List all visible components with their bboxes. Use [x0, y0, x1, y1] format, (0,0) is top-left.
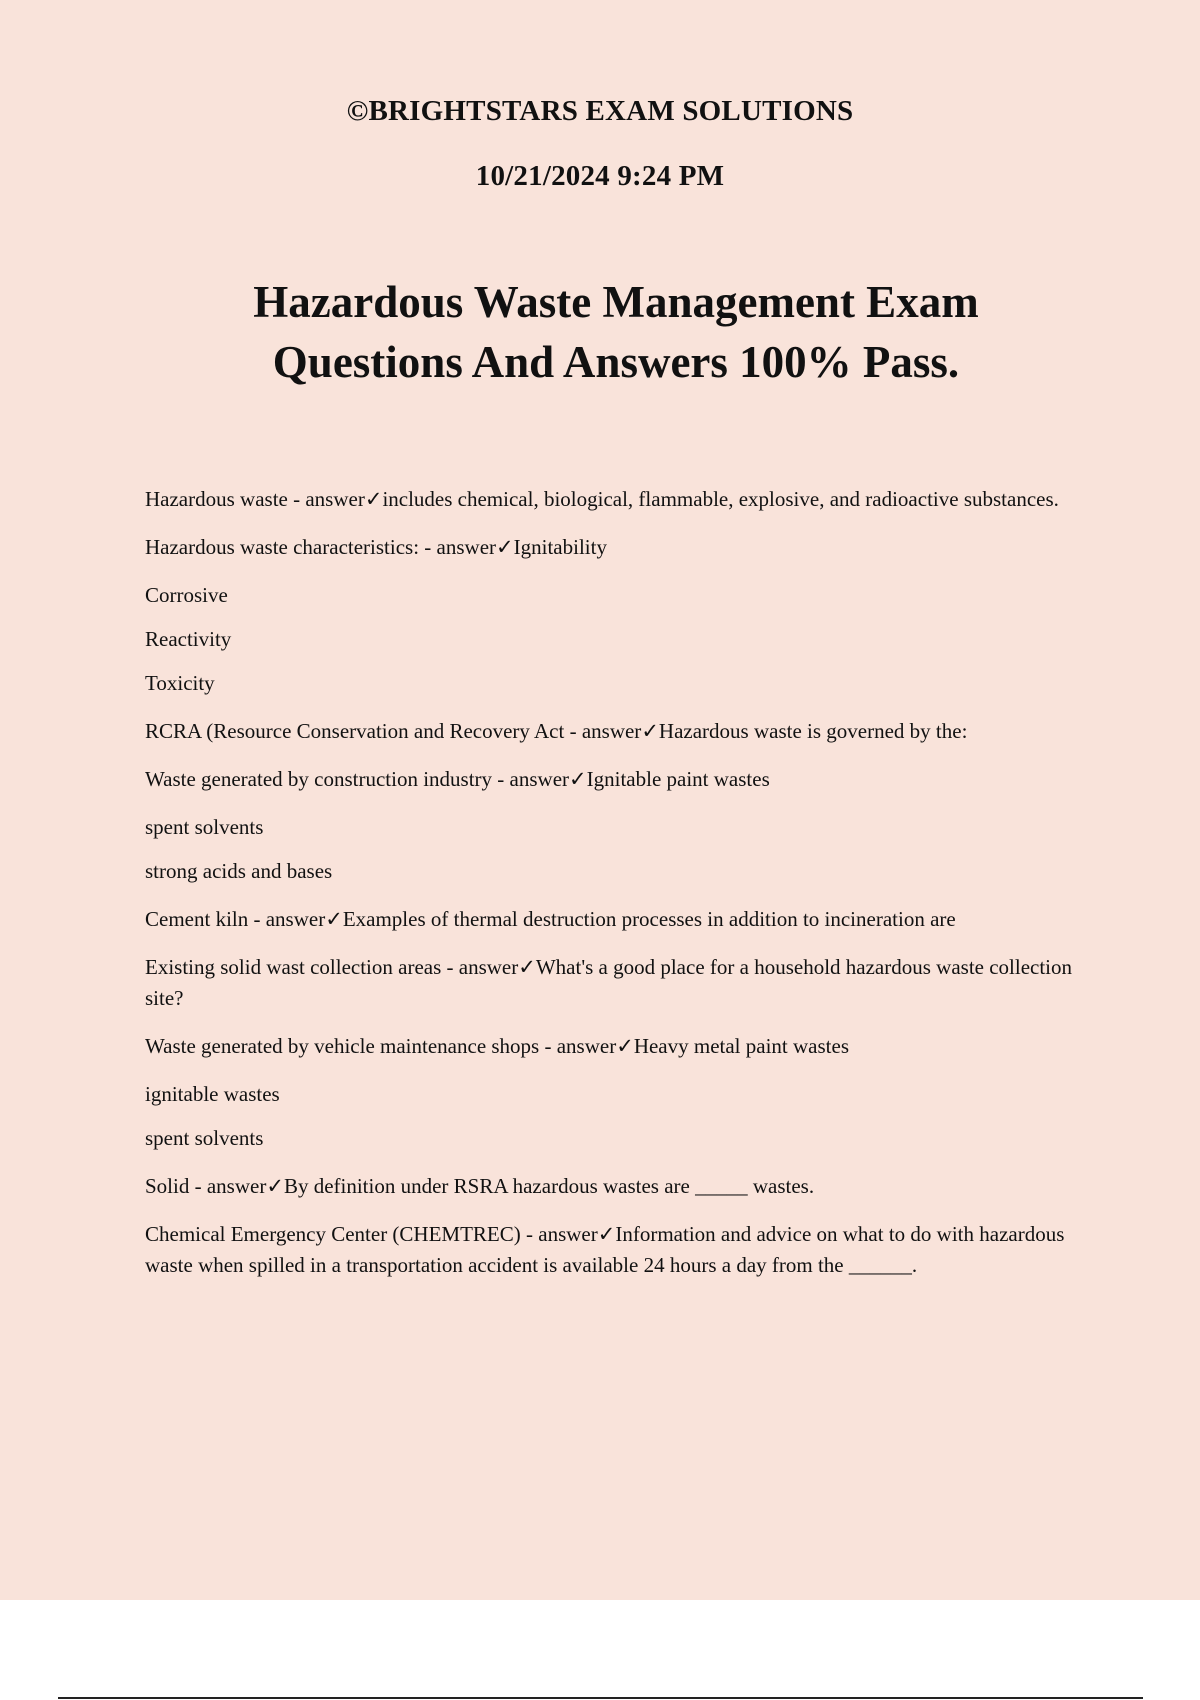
qa-continuation-line: spent solvents: [145, 1126, 264, 1150]
qa-term: RCRA (Resource Conservation and Recovery Act - answer: [145, 719, 642, 743]
qa-answer: Ignitability: [513, 535, 607, 559]
qa-term: Waste generated by vehicle maintenance shops - answer: [145, 1034, 617, 1058]
qa-term: Cement kiln - answer: [145, 907, 326, 931]
qa-list: [145, 484, 1085, 1298]
check-icon: ✓: [569, 767, 587, 791]
qa-continuation-line: Reactivity: [145, 627, 232, 651]
qa-continuation-line: strong acids and bases: [145, 859, 333, 883]
qa-item: [145, 1171, 1085, 1202]
qa-term: Hazardous waste - answer: [145, 487, 365, 511]
qa-answer: Hazardous waste is governed by the:: [658, 719, 968, 743]
qa-term: Hazardous waste characteristics: - answer: [145, 535, 497, 559]
title-line-1: Hazardous Waste Management Exam: [253, 277, 979, 327]
qa-item: [145, 716, 1085, 747]
qa-answer: What's a good place for a household hazardous waste collection site?: [145, 955, 1073, 1010]
document-datetime: 10/21/2024 9:24 PM: [475, 160, 725, 192]
check-icon: ✓: [364, 487, 383, 511]
qa-answer: By definition under RSRA hazardous wastes are _____ wastes.: [283, 1174, 815, 1198]
qa-term: Solid - answer: [145, 1174, 267, 1198]
qa-item: [145, 1219, 1085, 1281]
qa-item: [145, 764, 1085, 795]
qa-continuation-line: spent solvents: [145, 815, 264, 839]
qa-term: Chemical Emergency Center (CHEMTREC) - answer: [145, 1222, 598, 1246]
check-icon: ✓: [325, 907, 343, 931]
qa-item: [145, 1031, 1085, 1062]
check-icon: ✓: [266, 1174, 284, 1198]
check-icon: ✓: [518, 955, 536, 979]
qa-answer: includes chemical, biological, flammable, explosive, and radioactive substances.: [382, 487, 1059, 511]
qa-answer: Information and advice on what to do with hazardous waste when spilled in a transportation accident is available 24 hours a day from the ______.: [145, 1222, 1065, 1277]
qa-term: Existing solid wast collection areas - answer: [145, 955, 519, 979]
qa-item: [145, 484, 1085, 515]
qa-answer: Examples of thermal destruction processes in addition to incineration are: [342, 907, 956, 931]
qa-item: [145, 904, 1085, 935]
check-icon: ✓: [496, 535, 514, 559]
qa-continuation-line: Corrosive: [145, 583, 228, 607]
title-line-2: Questions And Answers 100% Pass.: [272, 337, 960, 387]
check-icon: ✓: [641, 719, 659, 743]
qa-term: Waste generated by construction industry - answer: [145, 767, 570, 791]
brand-header: ©BRIGHTSTARS EXAM SOLUTIONS: [346, 95, 854, 127]
qa-answer: Ignitable paint wastes: [586, 767, 770, 791]
qa-item: [145, 952, 1085, 1014]
qa-continuation-line: ignitable wastes: [145, 1082, 280, 1106]
check-icon: ✓: [616, 1034, 634, 1058]
qa-answer: Heavy metal paint wastes: [633, 1034, 849, 1058]
qa-continuation-line: Toxicity: [145, 671, 215, 695]
check-icon: ✓: [597, 1222, 616, 1246]
document-title: [0, 272, 1200, 392]
footer-divider: [58, 1697, 1143, 1699]
qa-item: [145, 532, 1085, 563]
